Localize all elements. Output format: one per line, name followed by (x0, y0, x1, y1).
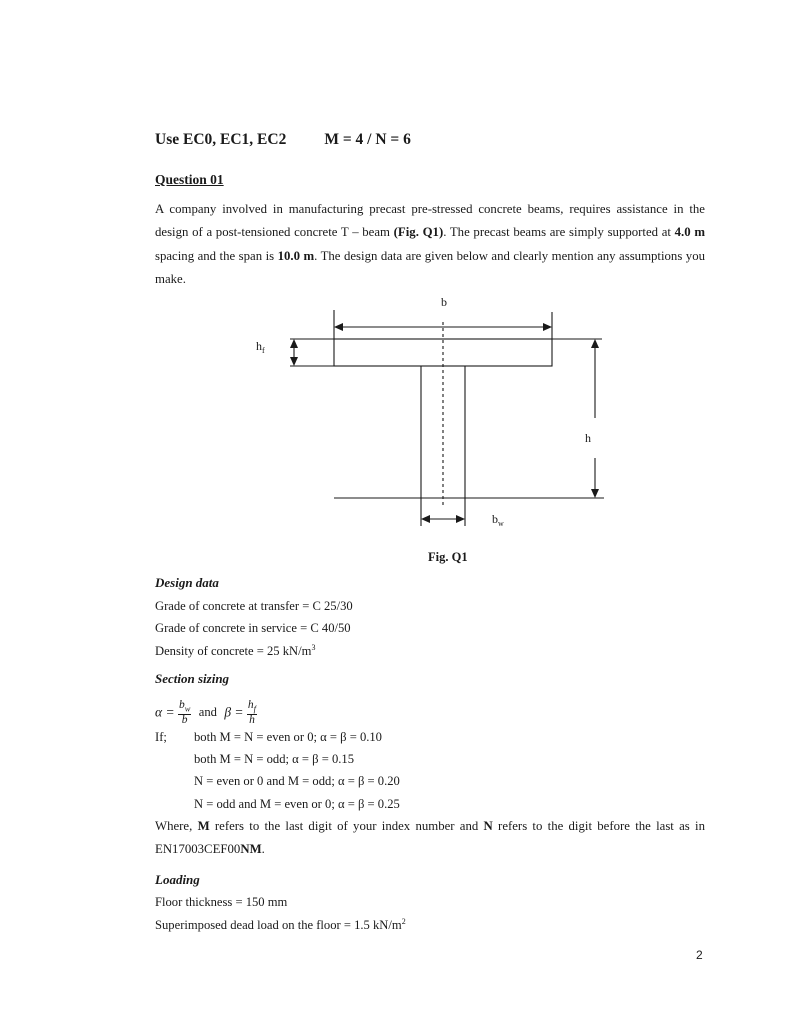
bw-arrow-left (421, 515, 430, 523)
header-line (155, 131, 411, 149)
alpha-fraction: $\frac{b_w}{b}$ (178, 699, 191, 727)
index-number-explanation: Where, M refers to the last digit of your index number and N refers to the digit before the last as in EN17003CEF00NM. (155, 819, 705, 857)
t-beam-diagram (230, 292, 610, 532)
alpha-beta-formula: α = $\frac{b_w}{b}$ and β = $\frac{h_f}{h}$ (155, 699, 257, 727)
page-number: 2 (696, 948, 703, 962)
if-label: If; (155, 730, 167, 744)
superimposed-dead-load: Superimposed dead load on the floor = 1.5 $kN/m^2$ (155, 917, 406, 933)
case-both-even: both M = N = even or 0; α = β = 0.10 (194, 730, 382, 744)
section-sizing-heading: Section sizing (155, 671, 230, 686)
bw-arrow-right (456, 515, 465, 523)
beta-fraction: $\frac{h_f}{h}$ (247, 699, 257, 727)
b-arrow-right (543, 323, 552, 331)
beam-spacing: 4.0 m (674, 225, 705, 240)
label-h: h (585, 431, 591, 445)
label-b: b (441, 295, 447, 309)
hf-arrow-down (290, 357, 298, 366)
h-arrow-up (591, 339, 599, 348)
beam-span: 10.0 m (277, 248, 315, 263)
figure-reference: (Fig. Q1) (393, 225, 444, 240)
eurocode-list: Use EC0, EC1, EC2 (155, 131, 287, 148)
mn-values: M = 4 / N = 6 (324, 131, 411, 148)
design-data-heading: Design data (155, 575, 219, 590)
label-hf: $h_f$ (256, 339, 265, 355)
concrete-grade-service: Grade of concrete in service = C 40/50 (155, 621, 351, 635)
hf-arrow-up (290, 339, 298, 348)
h-arrow-down (591, 489, 599, 498)
question-intro-paragraph: A company involved in manufacturing precast pre-stressed concrete beams, requires assistance in the design of a post-tensioned concrete T – beam (Fig. Q1). The precast beams are simply supported at 4.0 m spacing and the span is 10.0 m. The design data are given below and clearly mention any assumptions you make. (155, 202, 705, 286)
case-n-even-m-odd: N = even or 0 and M = odd; α = β = 0.20 (194, 774, 400, 788)
question-title: Question 01 (155, 172, 224, 187)
case-n-odd-m-even: N = odd and M = even or 0; α = β = 0.25 (194, 797, 400, 811)
concrete-density: Density of concrete = 25 $kN/m^3$ (155, 643, 316, 659)
concrete-grade-transfer: Grade of concrete at transfer = C 25/30 (155, 599, 353, 613)
b-arrow-left (334, 323, 343, 331)
label-bw: $b_w$ (492, 512, 504, 528)
case-both-odd: both M = N = odd; α = β = 0.15 (194, 752, 355, 766)
loading-heading: Loading (155, 872, 200, 887)
figure-caption: Fig. Q1 (428, 550, 468, 564)
floor-thickness: Floor thickness = 150 mm (155, 895, 288, 909)
